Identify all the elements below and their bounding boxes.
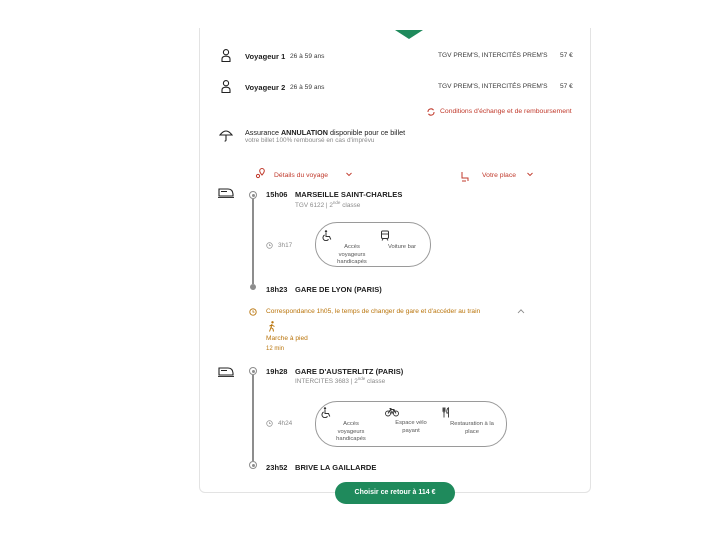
segment-2-train-number: INTERCITES 3683 | 2	[295, 378, 358, 386]
bar-car-icon	[380, 230, 424, 241]
segment-2-arr-station: BRIVE LA GAILLARDE	[295, 463, 377, 472]
train-icon	[218, 366, 234, 377]
wheelchair-icon	[321, 407, 381, 418]
arrival-stop-marker	[250, 284, 256, 290]
segment-timeline	[252, 199, 254, 284]
chevron-up-icon[interactable]	[517, 308, 525, 314]
segment-1-dep-station: MARSEILLE SAINT-CHARLES	[295, 190, 403, 199]
segment-1-class-word: classe	[340, 202, 361, 210]
segment-2-arr-time: 23h52	[266, 463, 288, 472]
insurance-title-pre: Assurance	[245, 128, 281, 137]
segment-2-train	[295, 376, 385, 385]
person-icon	[221, 80, 231, 93]
tab-trip-details[interactable]: Détails du voyage	[274, 172, 329, 179]
service-seat-catering	[441, 407, 503, 436]
traveller-2-fare: TGV PREM'S, INTERCITÉS PREM'S	[438, 83, 548, 90]
insurance-title[interactable]	[245, 128, 405, 137]
segment-2-dep-time: 19h28	[266, 367, 288, 376]
segment-1-train-number: TGV 6122 | 2	[295, 202, 333, 210]
clock-icon	[266, 242, 273, 249]
selected-marker	[395, 30, 423, 39]
traveller-2-age: 26 à 59 ans	[290, 84, 325, 91]
chevron-down-icon	[527, 172, 533, 177]
insurance-subtitle: votre billet 100% remboursé en cas d'imprévu	[245, 137, 375, 144]
segment-1-class-sup: nde	[332, 200, 341, 205]
conditions-link[interactable]: Conditions d'échange et de remboursement	[440, 108, 572, 115]
traveller-1-fare: TGV PREM'S, INTERCITÉS PREM'S	[438, 52, 548, 59]
segment-2-class-word: classe	[365, 378, 386, 386]
segment-timeline	[252, 375, 254, 461]
bicycle-icon	[385, 407, 437, 417]
traveller-1-age: 26 à 59 ans	[290, 53, 325, 60]
connection-walk: Marche à pied	[266, 335, 308, 342]
segment-2-duration: 4h24	[278, 420, 293, 427]
wheelchair-icon	[322, 230, 382, 241]
service-accessibility	[321, 407, 381, 444]
connection-walk-time: 12 min	[266, 346, 285, 352]
segment-2-class-sup: nde	[357, 376, 366, 381]
chevron-down-icon	[346, 172, 352, 177]
service-accessibility-label: Accès voyageurs handicapés	[336, 421, 366, 442]
map-pin-icon	[255, 167, 267, 179]
service-accessibility	[322, 230, 382, 267]
insurance-title-strong: ANNULATION	[280, 128, 328, 137]
service-seat-catering-label: Restauration à la place	[450, 421, 494, 435]
connection-info: Correspondance 1h05, le temps de changer de gare et d'accéder au train	[266, 308, 481, 315]
segment-1-arr-station: GARE DE LYON (PARIS)	[295, 285, 382, 294]
exchange-icon	[427, 108, 435, 116]
insurance-title-post: disponible pour ce billet	[327, 128, 406, 137]
departure-stop-marker	[249, 191, 257, 199]
choose-return-button[interactable]: Choisir ce retour à 114 €	[335, 482, 455, 504]
umbrella-icon	[219, 128, 233, 142]
traveller-2-price: 57 €	[560, 83, 573, 90]
clock-icon	[266, 420, 273, 427]
service-bike-space-label: Espace vélo payant	[395, 420, 427, 434]
segment-1-arr-time: 18h23	[266, 285, 288, 294]
tab-your-seat[interactable]: Votre place	[482, 172, 517, 179]
clock-icon	[249, 308, 257, 316]
arrival-stop-marker	[249, 461, 257, 469]
person-icon	[221, 49, 231, 62]
service-bar-car	[380, 230, 424, 252]
train-icon	[218, 187, 234, 198]
traveller-2-label: Voyageur 2	[245, 83, 286, 92]
segment-1-train	[295, 200, 360, 209]
service-bike-space	[385, 407, 437, 435]
service-accessibility-label: Accès voyageurs handicapés	[337, 244, 367, 265]
segment-1-dep-time: 15h06	[266, 190, 288, 199]
segment-1-duration: 3h17	[278, 242, 293, 249]
walking-icon	[268, 321, 276, 332]
cutlery-icon	[441, 407, 503, 418]
departure-stop-marker	[249, 367, 257, 375]
service-bar-car-label: Voiture bar	[387, 244, 417, 250]
traveller-1-price: 57 €	[560, 52, 573, 59]
seat-icon	[460, 171, 470, 182]
traveller-1-label: Voyageur 1	[245, 52, 286, 61]
segment-2-dep-station: GARE D'AUSTERLITZ (PARIS)	[295, 367, 404, 376]
